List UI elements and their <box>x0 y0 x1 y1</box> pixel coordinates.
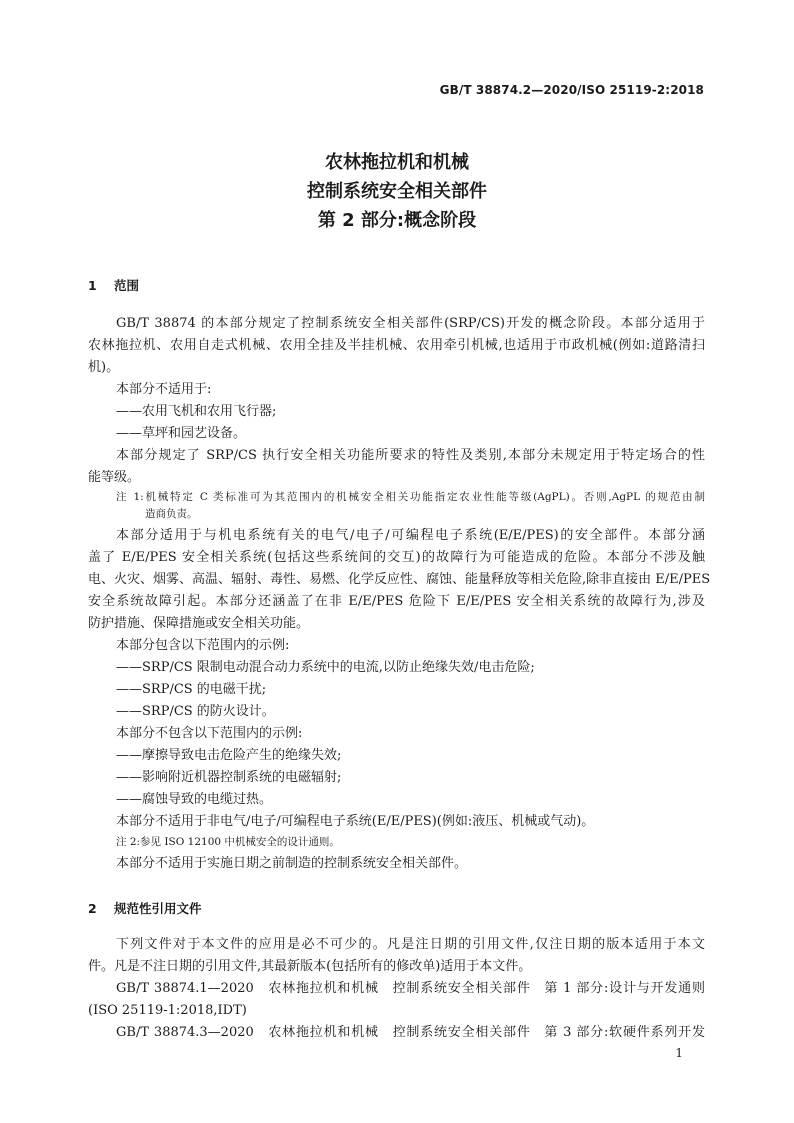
list-item: ——摩擦导致电击危险产生的绝缘失效; <box>116 748 342 763</box>
paragraph-line: 本部分规定了 SRP/CS 执行安全相关功能所要求的特性及类别,本部分未规定用于特定场合的性 <box>116 448 705 463</box>
paragraph-line: 本部分适用于与机电系统有关的电气/电子/可编程电子系统(E/E/PES)的安全部件。本部分涵 <box>116 528 705 543</box>
paragraph-line: 件。凡是不注日期的引用文件,其最新版本(包括所有的修改单)适用于本文件。 <box>88 959 532 974</box>
section-1-number: 1 <box>88 278 97 293</box>
list-item: ——草坪和园艺设备。 <box>116 426 247 441</box>
paragraph-line: 本部分不适用于非电气/电子/可编程电子系统(E/E/PES)(例如:液压、机械或气动)。 <box>116 814 595 829</box>
list-item: ——影响附近机器控制系统的电磁辐射; <box>116 770 342 785</box>
document-title-line-2: 控制系统安全相关部件 <box>307 181 487 202</box>
section-2-title: 规范性引用文件 <box>114 901 202 916</box>
standard-code-header: GB/T 38874.2—2020/ISO 25119-2:2018 <box>439 83 704 97</box>
paragraph-line: 本部分不适用于: <box>116 382 212 397</box>
reference-entry-continuation: (ISO 25119-1:2018,IDT) <box>88 1003 247 1018</box>
paragraph-line: 防护措施、保障措施或安全相关功能。 <box>88 616 310 631</box>
reference-entry: GB/T 38874.3—2020 农林拖拉机和机械 控制系统安全相关部件 第 3 部分:软硬件系列开发 <box>116 1025 705 1040</box>
paragraph-line: 本部分不适用于实施日期之前制造的控制系统安全相关部件。 <box>116 856 468 871</box>
paragraph-line: 机)。 <box>88 360 120 375</box>
document-title-line-1: 农林拖拉机和机械 <box>325 152 469 173</box>
page-number: 1 <box>675 1046 683 1060</box>
document-title-line-3: 第 2 部分:概念阶段 <box>317 210 477 231</box>
paragraph-line: 盖了 E/E/PES 安全相关系统(包括这些系统间的交互)的故障行为可能造成的危险。本部分不涉及触 <box>88 550 705 565</box>
paragraph-line: 能等级。 <box>88 470 141 485</box>
section-1-title: 范围 <box>114 278 140 293</box>
paragraph-line: GB/T 38874 的本部分规定了控制系统安全相关部件(SRP/CS)开发的概念阶段。本部分适用于 <box>116 316 705 331</box>
list-item: ——SRP/CS 的防火设计。 <box>116 704 275 719</box>
note-1: 注 1:机械特定 C 类标准可为其范围内的机械安全相关功能指定农业性能等级(AgPL)。否则,AgPL 的规范由制 <box>116 491 705 503</box>
list-item: ——SRP/CS 限制电动混合动力系统中的电流,以防止绝缘失效/电击危险; <box>116 660 535 675</box>
paragraph-line: 本部分不包含以下范围内的示例: <box>116 726 303 741</box>
list-item: ——腐蚀导致的电缆过热。 <box>116 792 273 807</box>
paragraph-line: 本部分包含以下范围内的示例: <box>116 638 290 653</box>
paragraph-line: 电、火灾、烟雾、高温、辐射、毒性、易燃、化学反应性、腐蚀、能量释放等相关危险,除非直接由 E/E/PES <box>88 572 711 587</box>
paragraph-line: 安全系统故障引起。本部分还涵盖了在非 E/E/PES 危险下 E/E/PES 安全相关系统的故障行为,涉及 <box>88 594 705 609</box>
note-2: 注 2:参见 ISO 12100 中机械安全的设计通则。 <box>116 836 340 848</box>
paragraph-line: 下列文件对于本文件的应用是必不可少的。凡是注日期的引用文件,仅注日期的版本适用于本文 <box>116 937 705 952</box>
paragraph-line: 农林拖拉机、农用自走式机械、农用全挂及半挂机械、农用牵引机械,也适用于市政机械(例如:道路清扫 <box>88 338 705 353</box>
reference-entry: GB/T 38874.1—2020 农林拖拉机和机械 控制系统安全相关部件 第 1 部分:设计与开发通则 <box>116 981 705 996</box>
section-1-heading <box>88 276 139 294</box>
list-item: ——农用飞机和农用飞行器; <box>116 404 277 419</box>
note-1-continuation: 造商负责。 <box>145 508 198 520</box>
list-item: ——SRP/CS 的电磁干扰; <box>116 682 267 697</box>
section-2-number: 2 <box>88 901 97 916</box>
section-2-heading <box>88 899 202 917</box>
